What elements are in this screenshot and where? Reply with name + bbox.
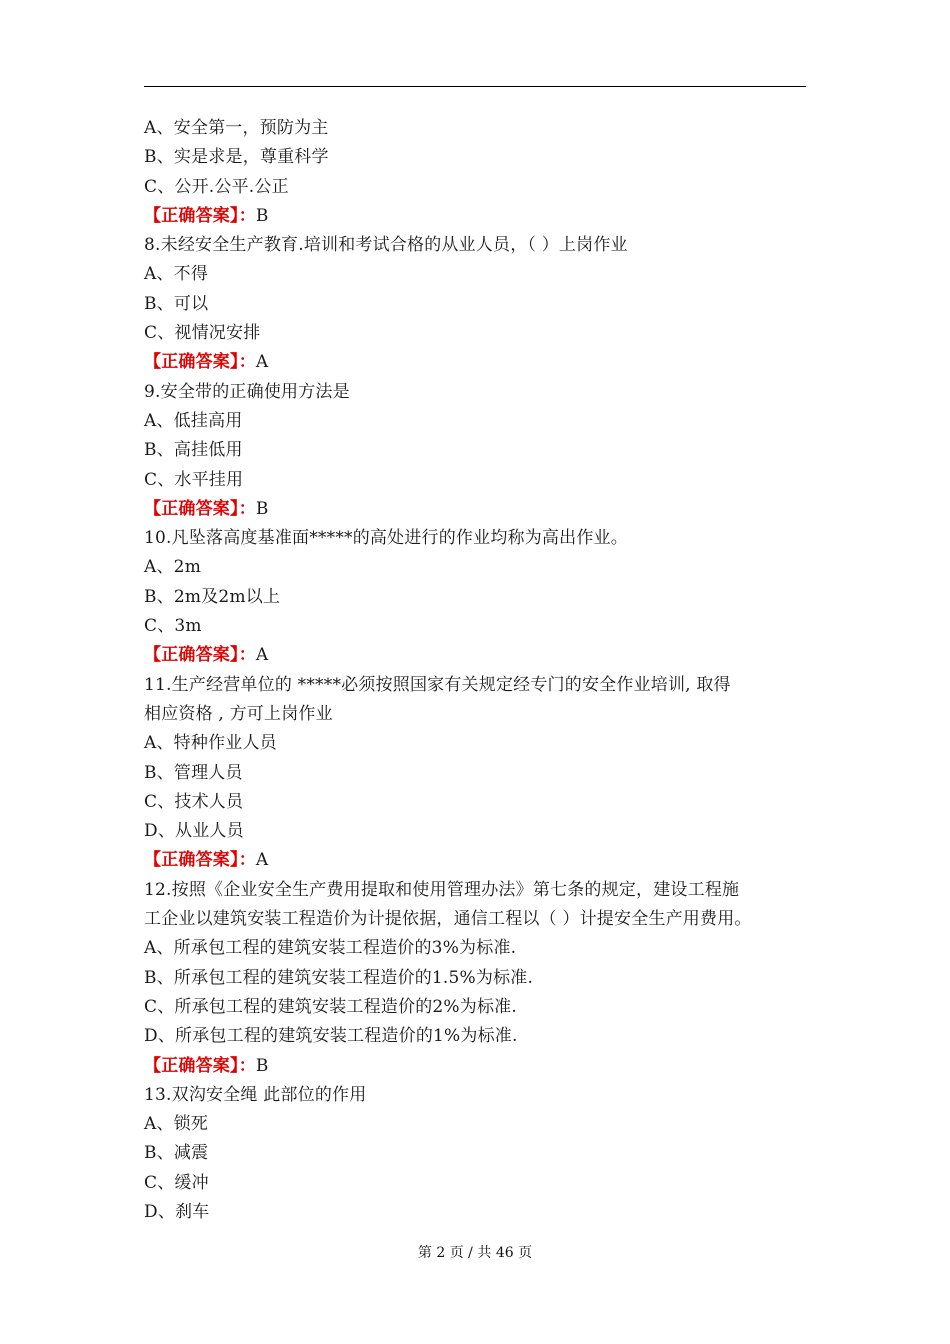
option-text: B、减震 (144, 1143, 209, 1164)
option-text: B、实是求是，尊重科学 (144, 147, 329, 168)
question-text: 11.生产经营单位的 *****必须按照国家有关规定经专门的安全作业培训, 取得 (144, 674, 731, 695)
question-text: 9.安全带的正确使用方法是 (144, 381, 350, 402)
answer-label: 【正确答案】： (144, 498, 256, 519)
answer-label: 【正确答案】： (144, 850, 256, 871)
option-text: B、高挂低用 (144, 440, 243, 461)
answer-value: A (255, 645, 269, 666)
option-text: D、所承包工程的建筑安装工程造价的1%为标准. (144, 1026, 518, 1047)
option-text: D、从业人员 (144, 821, 244, 842)
footer-prefix: 第 (417, 1245, 432, 1261)
option-text: A、低挂高用 (144, 410, 243, 431)
footer-total-pages: 46 (495, 1245, 514, 1261)
answer-line (144, 1052, 824, 1081)
answer-label: 【正确答案】： (144, 205, 256, 226)
footer-mid: 页 / 共 (449, 1245, 492, 1261)
answer-line (144, 495, 824, 524)
answer-label: 【正确答案】： (144, 1055, 256, 1076)
question-text: 工企业以建筑安装工程造价为计提依据，通信工程以（ ）计提安全生产用费用。 (144, 909, 752, 930)
option-text: A、不得 (144, 264, 209, 285)
answer-value: B (255, 1055, 269, 1076)
answer-line (144, 846, 824, 875)
answer-line (144, 202, 824, 231)
answer-label: 【正确答案】： (144, 645, 256, 666)
question-text: 10.凡坠落高度基准面*****的高处进行的作业均称为高出作业。 (144, 528, 628, 549)
question-text: 相应资格 , 方可上岗作业 (144, 703, 333, 724)
answer-label: 【正确答案】： (144, 352, 256, 373)
option-text: A、锁死 (144, 1114, 209, 1135)
option-text: B、2m及2m以上 (144, 586, 281, 607)
answer-value: B (255, 205, 269, 226)
option-text: C、所承包工程的建筑安装工程造价的2%为标准. (144, 996, 517, 1017)
option-text: C、3m (144, 616, 202, 637)
option-text: B、管理人员 (144, 762, 243, 783)
footer-page-number: 2 (436, 1245, 446, 1261)
answer-value: B (255, 498, 269, 519)
option-text: A、所承包工程的建筑安装工程造价的3%为标准. (144, 938, 517, 959)
option-text: C、缓冲 (144, 1172, 209, 1193)
option-text: A、安全第一，预防为主 (144, 118, 329, 138)
answer-line (144, 348, 824, 377)
answer-line (144, 641, 824, 670)
option-text: C、视情况安排 (144, 323, 261, 344)
question-text: 12.按照《企业安全生产费用提取和使用管理办法》第七条的规定，建设工程施 (144, 879, 740, 900)
option-text: A、特种作业人员 (144, 733, 277, 754)
question-list (144, 114, 824, 1227)
question-text: 8.未经安全生产教育.培训和考试合格的从业人员，（ ）上岗作业 (144, 235, 628, 256)
question-text: 13.双沟安全绳 此部位的作用 (144, 1084, 367, 1105)
header-rule (144, 86, 806, 87)
option-text: B、可以 (144, 293, 209, 314)
answer-value: A (255, 352, 269, 373)
page-footer (0, 1242, 950, 1262)
option-text: C、水平挂用 (144, 469, 244, 490)
option-text: D、刹车 (144, 1201, 210, 1222)
answer-value: A (255, 850, 269, 871)
option-text: B、所承包工程的建筑安装工程造价的1.5%为标准. (144, 967, 534, 988)
option-text: A、2m (144, 557, 202, 578)
option-text: C、公开.公平.公正 (144, 176, 289, 197)
option-text: C、技术人员 (144, 791, 244, 812)
footer-suffix: 页 (518, 1245, 533, 1261)
